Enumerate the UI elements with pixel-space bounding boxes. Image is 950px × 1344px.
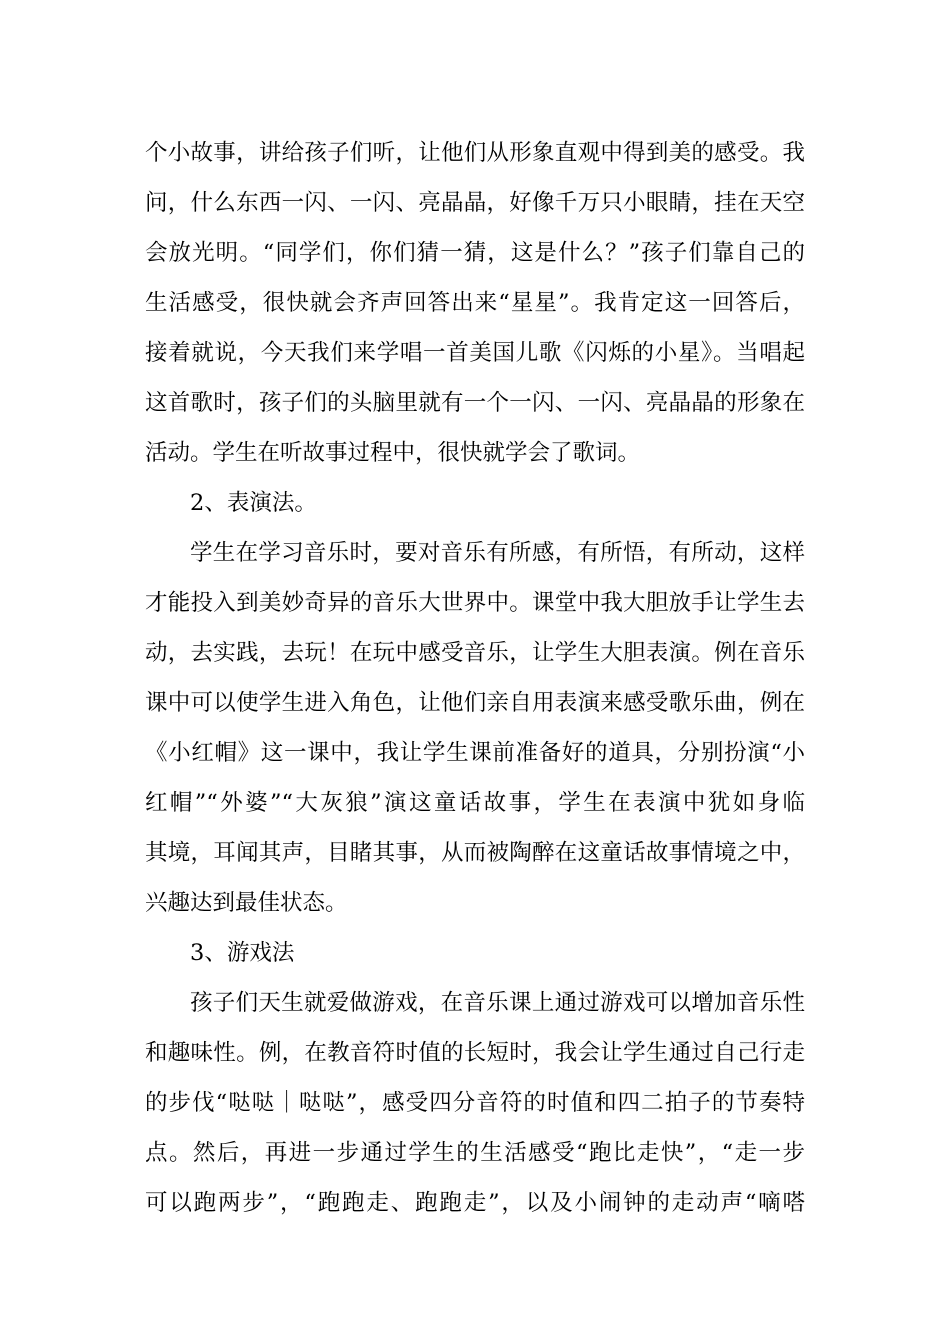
text-line: 活动。学生在听故事过程中，很快就学会了歌词。 [145, 440, 641, 466]
text-line: 这首歌时，孩子们的头脑里就有一个一闪、一闪、亮晶晶的形象在 [145, 390, 805, 416]
text-line: 会放光明。“同学们，你们猜一猜，这是什么？”孩子们靠自己的 [145, 240, 805, 266]
text-line: 其境，耳闻其声，目睹其事，从而被陶醉在这童话故事情境之中， [145, 840, 805, 866]
text-line: 兴趣达到最佳状态。 [145, 890, 348, 916]
text-line: 和趣味性。例，在教音符时值的长短时，我会让学生通过自己行走 [145, 1040, 805, 1066]
text-line: 的步伐“哒哒｜哒哒”，感受四分音符的时值和四二拍子的节奏特 [145, 1090, 805, 1116]
text-line: 问，什么东西一闪、一闪、亮晶晶，好像千万只小眼睛，挂在天空 [145, 190, 805, 216]
text-line: 动，去实践，去玩！在玩中感受音乐，让学生大胆表演。例在音乐 [145, 640, 805, 666]
text-line: 点。然后，再进一步通过学生的生活感受“跑比走快”，“走一步 [145, 1140, 805, 1166]
text-line: 学生在学习音乐时，要对音乐有所感，有所悟，有所动，这样 [190, 540, 805, 566]
text-line: 可以跑两步”，“跑跑走、跑跑走”，以及小闹钟的走动声“嘀嗒 [145, 1190, 805, 1216]
section-heading: 2、表演法。 [190, 490, 317, 516]
text-line: 生活感受，很快就会齐声回答出来“星星”。我肯定这一回答后， [145, 290, 805, 316]
text-line: 《小红帽》这一课中，我让学生课前准备好的道具，分别扮演“小 [145, 740, 805, 766]
text-line: 接着就说，今天我们来学唱一首美国儿歌《闪烁的小星》。当唱起 [145, 340, 805, 366]
section-heading: 3、游戏法 [190, 940, 295, 966]
text-line: 才能投入到美妙奇异的音乐大世界中。课堂中我大胆放手让学生去 [145, 590, 805, 616]
text-line: 红帽”“外婆”“大灰狼”演这童话故事，学生在表演中犹如身临 [145, 790, 805, 816]
text-line: 课中可以使学生进入角色，让他们亲自用表演来感受歌乐曲，例在 [145, 690, 805, 716]
text-line: 个小故事，讲给孩子们听，让他们从形象直观中得到美的感受。我 [145, 140, 805, 166]
text-line: 孩子们天生就爱做游戏，在音乐课上通过游戏可以增加音乐性 [190, 990, 805, 1016]
